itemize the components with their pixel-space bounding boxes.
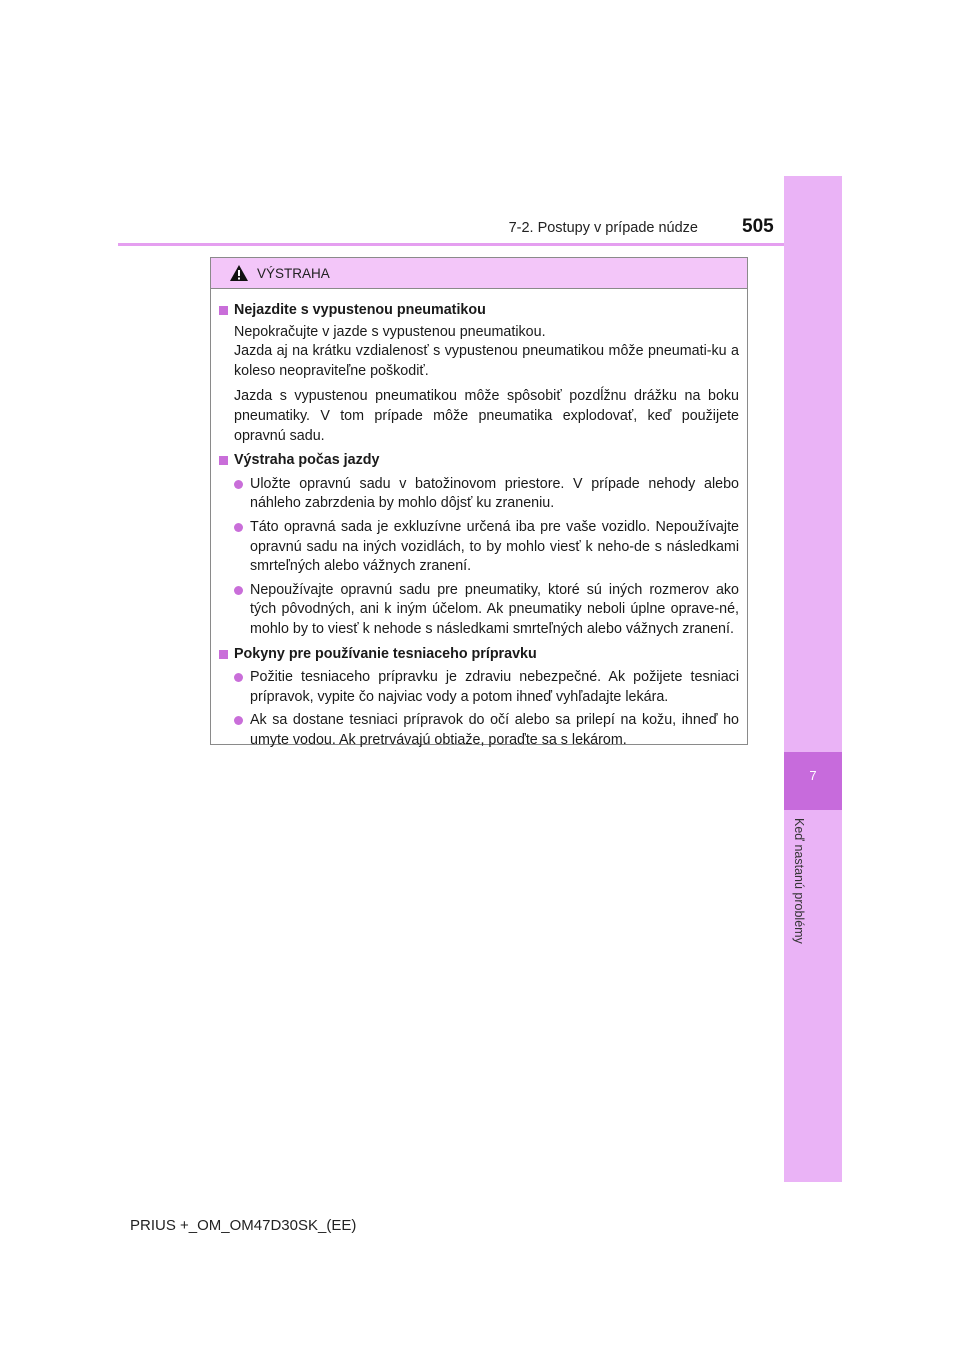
section-title: 7-2. Postupy v prípade núdze: [508, 220, 698, 236]
round-bullet-icon: [234, 523, 243, 532]
square-bullet-icon: [219, 306, 228, 315]
warning-header: [211, 258, 747, 289]
round-bullet-icon: [234, 480, 243, 489]
section-heading-text: Pokyny pre používanie tesniaceho prípravku: [234, 645, 537, 662]
section-heading: [217, 645, 739, 665]
round-bullet-icon: [234, 673, 243, 682]
paragraph: Jazda s vypustenou pneumatikou môže spôsobiť pozdĺžnu drážku na boku pneumatiky. V tom prípade môže pneumatika explodovať, keď použijete opravnú sadu.: [234, 388, 739, 444]
warning-box: [210, 257, 748, 748]
list-item: [234, 518, 739, 577]
list-item-text: Ak sa dostane tesniaci prípravok do očí alebo sa prilepí na kožu, ihneď ho umyte vodou. Ak pretrvávajú obtiaže, poraďte sa s lekárom.: [250, 712, 739, 748]
paragraph-line: Nepokračujte v jazde s vypustenou pneumatikou.: [234, 323, 546, 340]
list-item: [234, 711, 739, 750]
square-bullet-icon: [219, 456, 228, 465]
list-item: [234, 475, 739, 514]
list-item-text: Uložte opravnú sadu v batožinovom priestore. V prípade nehody alebo náhleho zabrzdenia by mohlo dôjsť ku zraneniu.: [250, 475, 739, 512]
round-bullet-icon: [234, 716, 243, 725]
section-heading-text: Nejazdite s vypustenou pneumatikou: [234, 302, 486, 318]
chapter-side-tab: [784, 176, 842, 1182]
paragraph-line: Jazda aj na krátku vzdialenosť s vypustenou pneumatikou môže pneumati-ku a koleso neopraviteľne poškodiť.: [234, 343, 739, 379]
document-code: PRIUS +_OM_OM47D30SK_(EE): [130, 1217, 357, 1234]
header-rule: [118, 243, 842, 246]
round-bullet-icon: [234, 586, 243, 595]
list-item-text: Nepoužívajte opravnú sadu pre pneumatiky, ktoré sú iných rozmerov ako tých pôvodných, ani k iným účelom. Ak pneumatiky neboli úplne oprave-né, mohlo by to viesť k nehode s následkami smrteľných alebo vážnych zranení.: [250, 581, 739, 637]
list-item-text: Táto opravná sada je exkluzívne určená iba pre vaše vozidlo. Nepoužívajte opravnú sadu na iných vozidlách, to by mohlo viesť k neho-de s následkami smrteľných alebo vážnych zranení.: [250, 518, 739, 575]
list-item-text: Požitie tesniaceho prípravku je zdraviu nebezpečné. Ak požijete tesniaci prípravok, vypite čo najviac vody a potom ihneď vyhľadajte lekára.: [250, 669, 739, 705]
warning-triangle-icon: [229, 264, 249, 282]
list-item: [234, 668, 739, 707]
section-heading-text: Výstraha počas jazdy: [234, 452, 380, 469]
section-heading: [217, 301, 739, 321]
chapter-title: Keď nastanú problémy: [792, 818, 806, 944]
chapter-number: 7: [809, 768, 817, 783]
paragraph: [217, 323, 739, 382]
square-bullet-icon: [219, 650, 228, 659]
warning-body: [211, 289, 747, 750]
warning-label: VÝSTRAHA: [257, 265, 330, 281]
section-heading: [217, 451, 739, 471]
page-number: 505: [742, 216, 774, 237]
list-item: [234, 581, 739, 640]
